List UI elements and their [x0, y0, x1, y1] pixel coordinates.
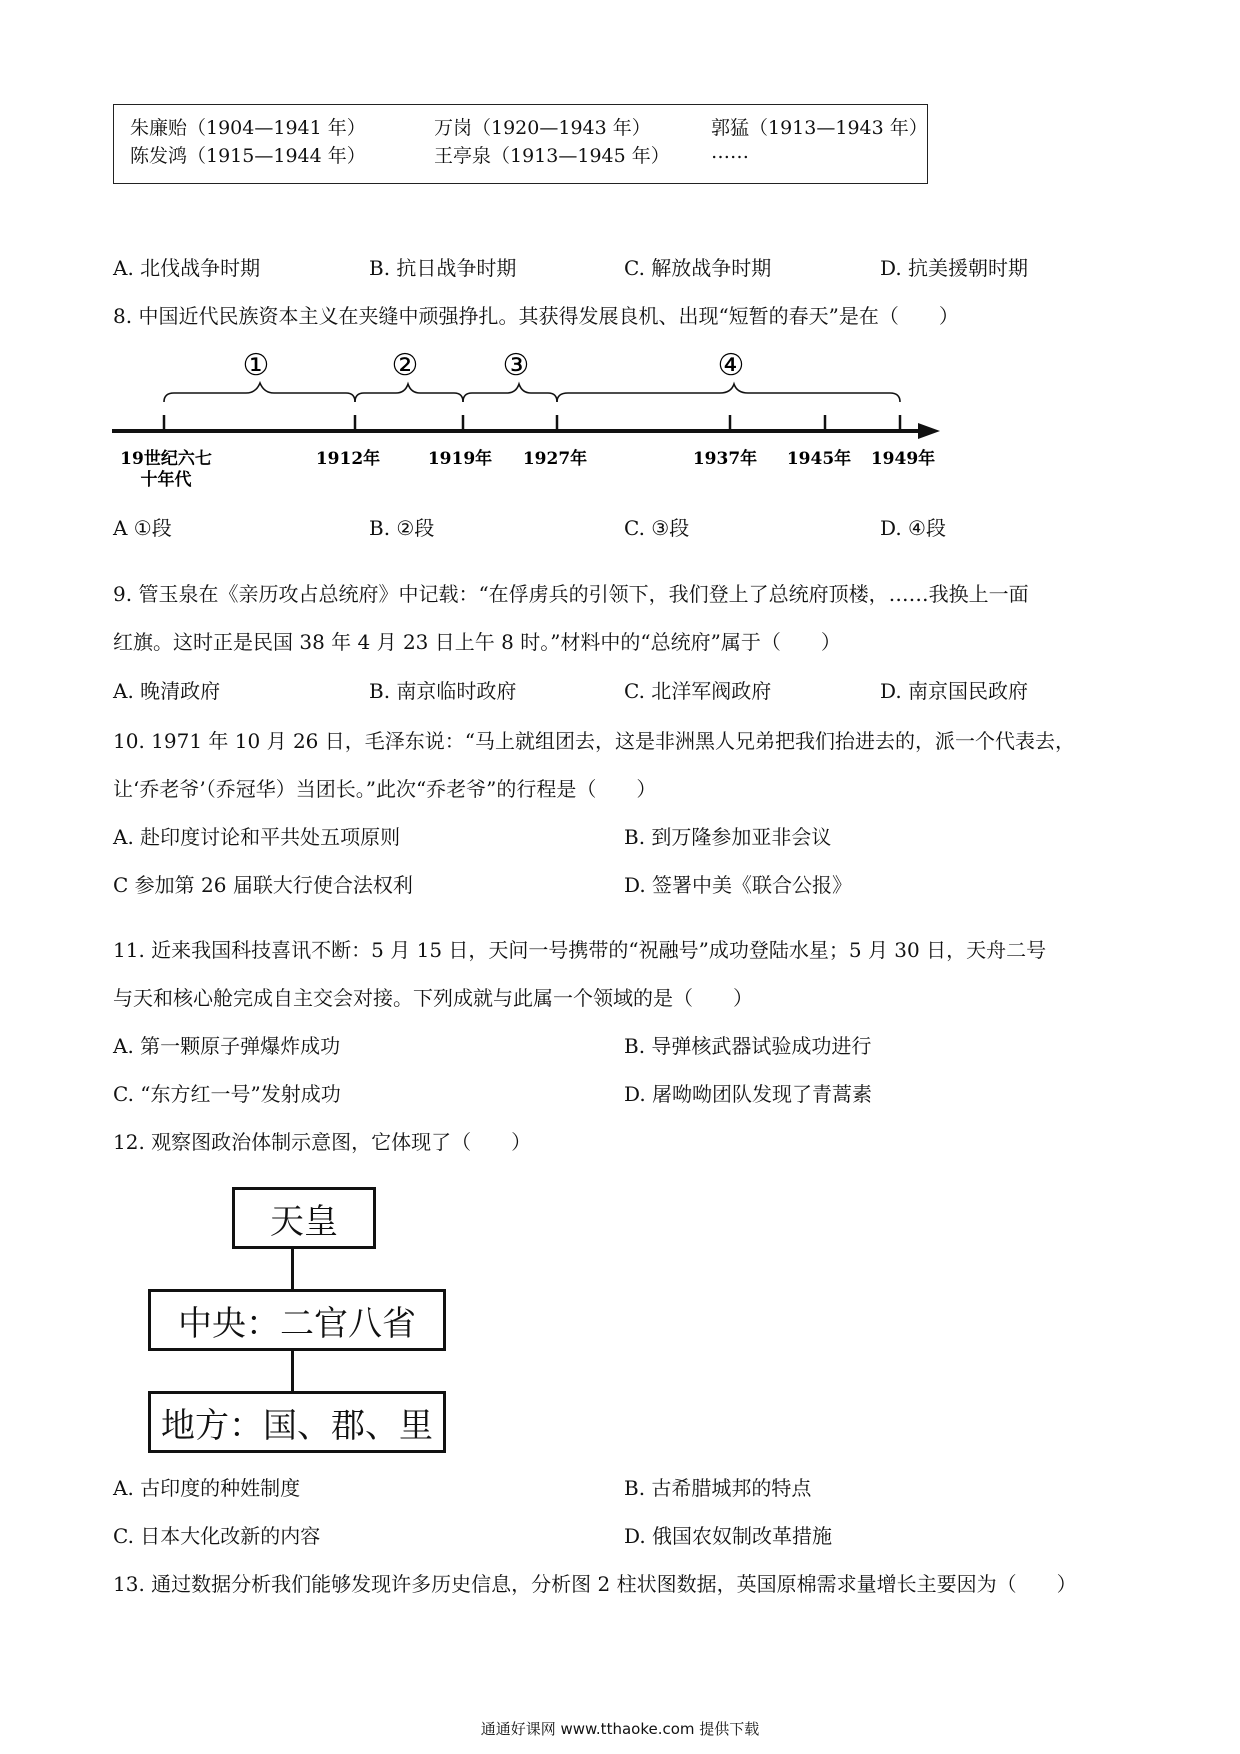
q9-stem-line2: 红旗。这时正是民国 38 年 4 月 23 日上午 8 时。”材料中的“总统府”属于（ ） — [113, 630, 841, 654]
timeline-segment-label: ② — [391, 348, 419, 383]
timeline-tick-label: 1949年 — [870, 449, 936, 469]
martyrs-box — [113, 104, 928, 184]
q9-stem-line1: 9. 管玉泉在《亲历攻占总统府》中记载：“在俘虏兵的引领下，我们登上了总统府顶楼，……我换上一面 — [113, 582, 1029, 606]
q8-option-b[interactable]: B. ②段 — [369, 516, 435, 540]
diagram-box-emperor: 天皇 — [232, 1187, 376, 1249]
timeline-tick-label: 1937年 — [692, 449, 758, 469]
q11-stem-line1: 11. 近来我国科技喜讯不断：5 月 15 日，天问一号携带的“祝融号”成功登陆水星；5 月 30 日，天舟二号 — [113, 938, 1047, 962]
brace-segment-4 — [557, 384, 900, 402]
q11-option-c[interactable]: C. “东方红一号”发射成功 — [113, 1082, 341, 1106]
q10-option-c[interactable]: C 参加第 26 届联大行使合法权利 — [113, 873, 413, 897]
timeline-tick-label: 1919年 — [427, 449, 493, 469]
q9-option-a[interactable]: A. 晚清政府 — [113, 679, 221, 703]
q8-option-c[interactable]: C. ③段 — [624, 516, 690, 540]
page-footer: 通通好课网 www.tthaoke.com 提供下载 — [480, 1720, 760, 1738]
q13-stem: 13. 通过数据分析我们能够发现许多历史信息，分析图 2 柱状图数据，英国原棉需求量增长主要因为（ ） — [113, 1572, 1077, 1596]
q12-option-c[interactable]: C. 日本大化改新的内容 — [113, 1524, 321, 1548]
brace-segment-2 — [355, 384, 463, 402]
q10-stem-line2: 让‘乔老爷’（乔冠华）当团长。”此次“乔老爷”的行程是（ ） — [113, 777, 657, 801]
q12-stem: 12. 观察图政治体制示意图，它体现了（ ） — [113, 1130, 532, 1154]
martyr-entry: …… — [711, 141, 749, 163]
q8-option-d[interactable]: D. ④段 — [880, 516, 946, 540]
q7-option-c[interactable]: C. 解放战争时期 — [624, 256, 772, 280]
timeline-tick-label: 1945年 — [786, 449, 852, 469]
q9-option-c[interactable]: C. 北洋军阀政府 — [624, 679, 772, 703]
timeline-segment-label: ③ — [502, 348, 530, 383]
q7-option-d[interactable]: D. 抗美援朝时期 — [880, 256, 1029, 280]
diagram-box-central: 中央：二官八省 — [148, 1289, 446, 1351]
q10-option-a[interactable]: A. 赴印度讨论和平共处五项原则 — [113, 825, 401, 849]
timeline-ticks — [164, 415, 900, 431]
martyr-entry: 陈发鸿（1915—1944 年） — [130, 145, 366, 167]
q8-option-a[interactable]: A ①段 — [113, 516, 172, 540]
q10-option-d[interactable]: D. 签署中美《联合公报》 — [624, 873, 853, 897]
q10-option-b[interactable]: B. 到万隆参加亚非会议 — [624, 825, 832, 849]
q7-option-a[interactable]: A. 北伐战争时期 — [113, 256, 261, 280]
timeline-tick-label: 十年代 — [140, 470, 192, 490]
q8-stem: 8. 中国近代民族资本主义在夹缝中顽强挣扎。其获得发展良机、出现“短暂的春天”是在（ ） — [113, 304, 959, 328]
diagram-connector — [291, 1351, 294, 1391]
martyr-entry: 郭猛（1913—1943 年） — [711, 117, 928, 139]
q9-option-b[interactable]: B. 南京临时政府 — [369, 679, 517, 703]
martyr-entry: 朱廉贻（1904—1941 年） — [130, 117, 366, 139]
timeline-tick-label: 1912年 — [315, 449, 381, 469]
q8-timeline — [100, 335, 960, 495]
timeline-tick-label: 1927年 — [522, 449, 588, 469]
timeline-braces — [164, 383, 900, 402]
q11-option-b[interactable]: B. 导弹核武器试验成功进行 — [624, 1034, 872, 1058]
q11-option-d[interactable]: D. 屠呦呦团队发现了青蒿素 — [624, 1082, 873, 1106]
q12-option-a[interactable]: A. 古印度的种姓制度 — [113, 1476, 301, 1500]
q11-option-a[interactable]: A. 第一颗原子弹爆炸成功 — [113, 1034, 341, 1058]
martyr-entry: 王亭泉（1913—1945 年） — [434, 145, 670, 167]
timeline-segment-label: ④ — [717, 348, 745, 383]
diagram-connector — [291, 1249, 294, 1289]
q10-stem-line1: 10. 1971 年 10 月 26 日，毛泽东说：“马上就组团去，这是非洲黑人兄弟把我们抬进去的，派一个代表去， — [113, 729, 1075, 753]
timeline-arrow — [918, 423, 940, 439]
martyr-entry: 万岗（1920—1943 年） — [434, 117, 651, 139]
q12-option-d[interactable]: D. 俄国农奴制改革措施 — [624, 1524, 833, 1548]
brace-segment-3 — [463, 384, 557, 402]
timeline-segment-label: ① — [242, 348, 270, 383]
q7-option-b[interactable]: B. 抗日战争时期 — [369, 256, 517, 280]
timeline-tick-label: 19世纪六七 — [120, 449, 212, 469]
brace-segment-1 — [164, 383, 355, 402]
q11-stem-line2: 与天和核心舱完成自主交会对接。下列成就与此属一个领域的是（ ） — [113, 986, 753, 1010]
q12-option-b[interactable]: B. 古希腊城邦的特点 — [624, 1476, 812, 1500]
q9-option-d[interactable]: D. 南京国民政府 — [880, 679, 1029, 703]
diagram-box-local: 地方：国、郡、里 — [148, 1391, 446, 1453]
